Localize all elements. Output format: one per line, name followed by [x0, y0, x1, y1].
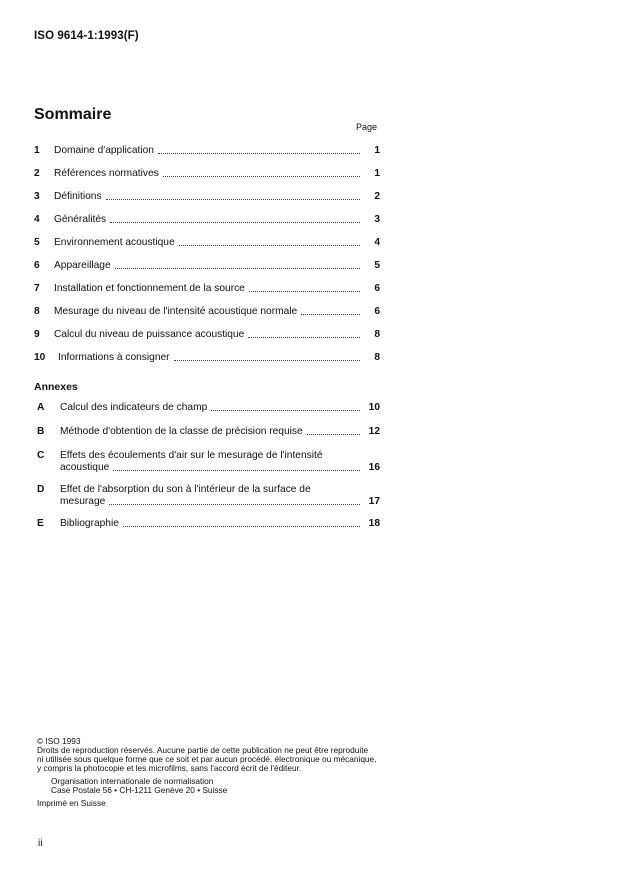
annex-letter: B	[37, 426, 45, 437]
toc-page: 8	[374, 352, 380, 363]
toc-entry[interactable]	[34, 329, 380, 341]
annex-page: 17	[368, 496, 380, 507]
annex-page: 16	[368, 462, 380, 473]
toc-entry[interactable]	[34, 145, 380, 157]
toc-number: 4	[34, 214, 40, 225]
annex-label-continued: acoustique	[60, 462, 110, 473]
document-header: ISO 9614-1:1993(F)	[34, 30, 139, 42]
toc-entry[interactable]	[34, 306, 380, 318]
toc-number: 8	[34, 306, 40, 317]
toc-label: Installation et fonctionnement de la source	[54, 283, 245, 294]
annex-label: Effet de l'absorption du son à l'intérieur de la surface de	[60, 484, 311, 495]
toc-label: Informations à consigner	[58, 352, 170, 363]
organisation-name: Organisation internationale de normalisation	[51, 776, 214, 786]
annex-letter: C	[37, 450, 45, 461]
toc-page: 2	[374, 191, 380, 202]
dot-leader	[123, 526, 360, 527]
toc-page: 3	[374, 214, 380, 225]
toc-number: 3	[34, 191, 40, 202]
toc-page: 6	[374, 306, 380, 317]
dot-leader	[106, 199, 360, 200]
toc-number: 1	[34, 145, 40, 156]
annex-entry[interactable]	[37, 426, 380, 438]
toc-page: 4	[374, 237, 380, 248]
toc-page: 6	[374, 283, 380, 294]
toc-number: 9	[34, 329, 40, 340]
annexes-heading: Annexes	[34, 381, 78, 393]
annex-label: Calcul des indicateurs de champ	[60, 402, 208, 413]
toc-label: Références normatives	[54, 168, 159, 179]
toc-entry[interactable]	[34, 352, 380, 364]
annex-letter: A	[37, 402, 45, 413]
annex-letter: E	[37, 518, 44, 529]
toc-label: Définitions	[54, 191, 102, 202]
page-column-label: Page	[356, 122, 378, 132]
dot-leader	[249, 291, 360, 292]
annex-label: Effets des écoulements d'air sur le mesurage de l'intensité	[60, 450, 323, 461]
toc-number: 5	[34, 237, 40, 248]
toc-number: 7	[34, 283, 40, 294]
toc-label: Mesurage du niveau de l'intensité acoustique normale	[54, 306, 298, 317]
rights-text-2: ni utilisée sous quelque forme que ce soit et par aucun procédé, électronique ou mécanique,	[37, 754, 377, 764]
toc-number: 10	[34, 352, 46, 363]
dot-leader	[307, 434, 360, 435]
toc-entry[interactable]	[34, 237, 380, 249]
dot-leader	[109, 504, 360, 505]
toc-entry[interactable]	[34, 283, 380, 295]
toc-page: 8	[374, 329, 380, 340]
dot-leader	[115, 268, 360, 269]
annex-entry[interactable]	[37, 402, 380, 414]
annex-label-block	[60, 450, 380, 474]
dot-leader	[110, 222, 360, 223]
page-number: ii	[38, 838, 43, 849]
annex-label: Bibliographie	[60, 518, 119, 529]
dot-leader	[211, 410, 360, 411]
annex-page: 18	[368, 518, 380, 529]
toc-number: 2	[34, 168, 40, 179]
copyright-line: © ISO 1993	[37, 736, 81, 746]
annex-entry[interactable]	[37, 518, 380, 530]
toc-label: Calcul du niveau de puissance acoustique	[54, 329, 245, 340]
toc-page: 1	[374, 168, 380, 179]
toc-entry[interactable]	[34, 191, 380, 203]
dot-leader	[248, 337, 360, 338]
annex-page: 12	[368, 426, 380, 437]
annex-page: 10	[368, 402, 380, 413]
printed-in: Imprimé en Suisse	[37, 798, 106, 808]
rights-text-3: y compris la photocopie et les microfilms, sans l'accord écrit de l'éditeur.	[37, 763, 302, 773]
toc-label: Appareillage	[54, 260, 111, 271]
dot-leader	[301, 314, 360, 315]
toc-label: Environnement acoustique	[54, 237, 175, 248]
toc-entry[interactable]	[34, 168, 380, 180]
toc-entry[interactable]	[34, 214, 380, 226]
toc-label: Généralités	[54, 214, 107, 225]
annex-entry[interactable]	[37, 450, 380, 474]
dot-leader	[174, 360, 360, 361]
annex-entry[interactable]	[37, 484, 380, 508]
annex-letter: D	[37, 484, 45, 495]
annex-label: Méthode d'obtention de la classe de précision requise	[60, 426, 303, 437]
toc-entry[interactable]	[34, 260, 380, 272]
page-title: Sommaire	[34, 106, 112, 123]
toc-page: 5	[374, 260, 380, 271]
dot-leader	[179, 245, 360, 246]
annex-label-continued: mesurage	[60, 496, 106, 507]
toc-page: 1	[374, 145, 380, 156]
organisation-address: Case Postale 56 • CH-1211 Genève 20 • Suisse	[51, 785, 228, 795]
toc-label: Domaine d'application	[54, 145, 154, 156]
dot-leader	[163, 176, 360, 177]
dot-leader	[158, 153, 360, 154]
rights-text-1: Droits de reproduction réservés. Aucune partie de cette publication ne peut être reproduite	[37, 745, 369, 755]
toc-number: 6	[34, 260, 40, 271]
annex-label-block	[60, 484, 380, 508]
dot-leader	[113, 470, 360, 471]
